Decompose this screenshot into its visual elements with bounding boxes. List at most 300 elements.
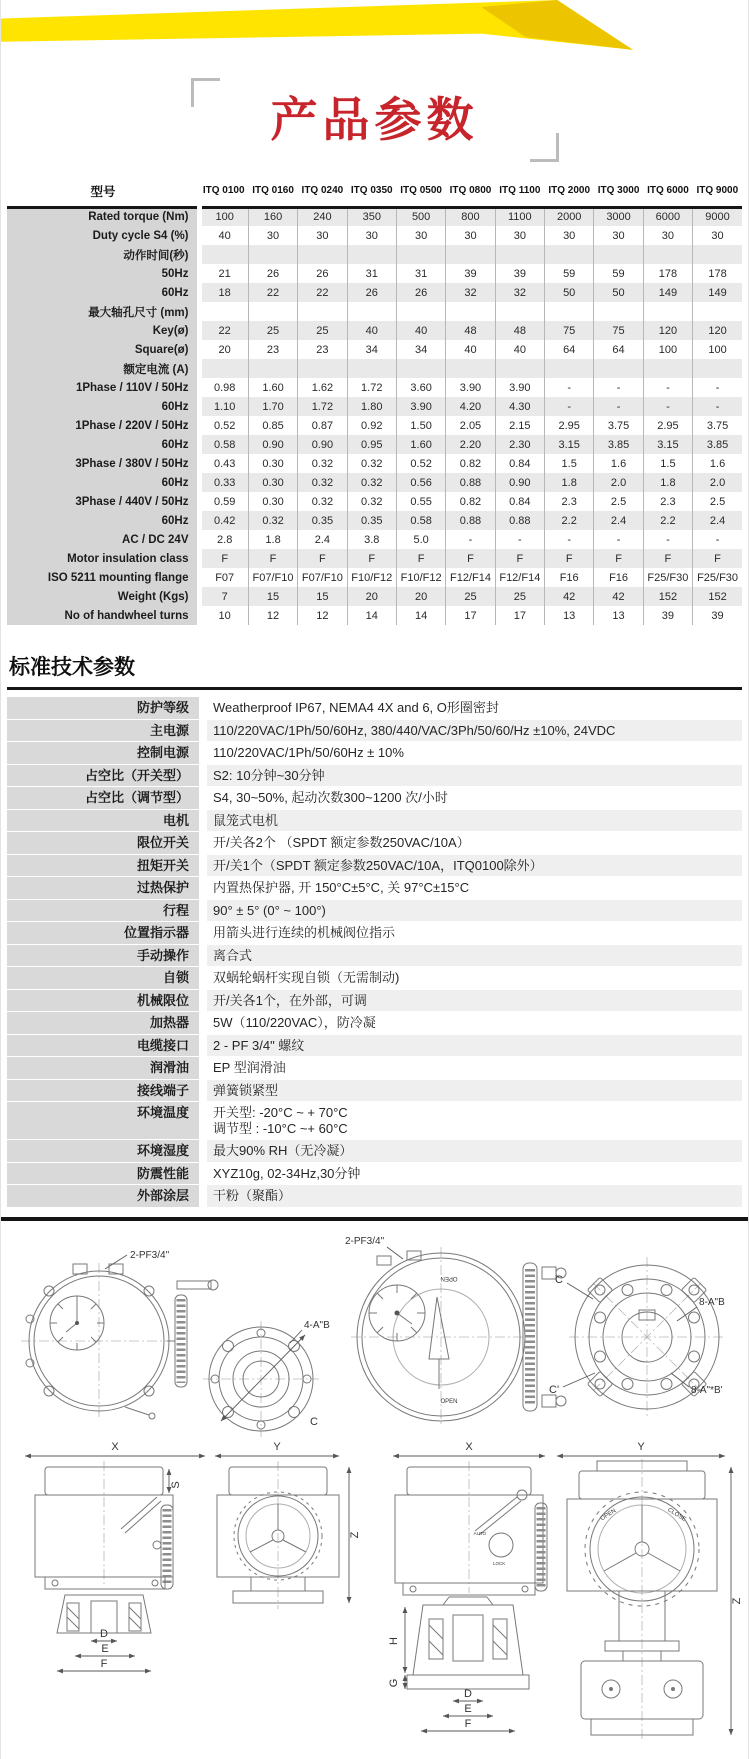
param-label: 机械限位	[7, 990, 199, 1012]
param-label: 环境温度	[7, 1102, 199, 1139]
param-label: 防震性能	[7, 1163, 199, 1185]
spec-cell: 0.58	[199, 435, 248, 454]
spec-cell: 0.52	[213, 419, 236, 432]
open-marking-wheel: OPEN	[599, 1507, 618, 1522]
dim-label-e-small: E	[101, 1642, 109, 1655]
spec-row-label: AC / DC 24V	[7, 530, 199, 549]
spec-cell: 2.0	[594, 473, 643, 492]
spec-row-label: 最大轴孔尺寸 (mm)	[7, 302, 199, 321]
spec-row-label: 50Hz	[7, 264, 199, 283]
spec-cell	[693, 245, 742, 264]
spec-row-label: 额定电流 (A)	[7, 359, 199, 378]
spec-cell: 30	[396, 226, 445, 245]
spec-table-body	[7, 207, 742, 625]
param-value: 弹簧锁紧型	[207, 1080, 742, 1102]
spec-cell: 48	[495, 321, 544, 340]
spec-cell: 1.80	[347, 397, 396, 416]
spec-row-label: Duty cycle S4 (%)	[7, 226, 199, 245]
spec-cell: -	[594, 397, 643, 416]
spec-cell: -	[545, 378, 594, 397]
spec-cell: 0.84	[495, 454, 544, 473]
param-row	[7, 877, 742, 899]
param-value: 110/220VAC/1Ph/50/60Hz ± 10%	[213, 745, 404, 761]
decorative-yellow-ribbon	[1, 0, 633, 58]
spec-cell: 350	[347, 207, 396, 226]
spec-data-row	[7, 568, 742, 587]
spec-cell: 1.5	[643, 454, 692, 473]
spec-cell: 0.85	[248, 416, 297, 435]
spec-cell: 64	[594, 340, 643, 359]
param-value: 开/关1个（SPDT 额定参数250VAC/10A，ITQ0100除外）	[207, 855, 742, 877]
spec-cell	[248, 359, 297, 378]
spec-cell: 2.95	[643, 416, 692, 435]
param-row	[7, 1012, 742, 1034]
spec-cell: 100	[643, 340, 692, 359]
spec-cell: F	[298, 549, 347, 568]
spec-row-label: Weight (Kgs)	[7, 587, 199, 606]
spec-cell: 0.55	[396, 492, 445, 511]
spec-cell: F25/F30	[643, 568, 692, 587]
spec-cell: 0.56	[396, 473, 445, 492]
spec-cell: 50	[594, 283, 643, 302]
spec-cell: 1.60	[396, 435, 445, 454]
flange-8-bolt-label-2: 8-A"*B'	[691, 1384, 723, 1396]
flange-8-bolt-label: 8-A"B	[699, 1296, 725, 1308]
spec-cell: -	[643, 378, 692, 397]
spec-cell: 26	[298, 264, 347, 283]
spec-cell: 20	[218, 343, 231, 356]
param-row	[7, 787, 742, 809]
spec-cell: F	[545, 549, 594, 568]
spec-cell: 25	[446, 587, 495, 606]
spec-cell: 32	[495, 283, 544, 302]
dim-label-x-large: X	[465, 1440, 473, 1453]
param-label: 扭矩开关	[7, 855, 199, 877]
spec-cell: -	[643, 397, 692, 416]
spec-cell: 31	[396, 264, 445, 283]
spec-data-row	[7, 530, 742, 549]
title-corner-bracket-top-left	[191, 78, 220, 107]
dim-label-d-small: D	[100, 1627, 108, 1640]
model-column-header: ITQ 1100	[495, 178, 544, 208]
drawing-front-view-small	[215, 1441, 361, 1609]
param-row	[7, 810, 742, 832]
param-label: 限位开关	[7, 832, 199, 854]
spec-cell: 3.8	[347, 530, 396, 549]
param-row	[7, 1035, 742, 1057]
spec-cell: 39	[495, 264, 544, 283]
spec-cell	[347, 302, 396, 321]
spec-cell: 26	[396, 283, 445, 302]
spec-cell	[594, 245, 643, 264]
spec-cell: 39	[446, 264, 495, 283]
spec-cell	[693, 359, 742, 378]
spec-cell: 500	[396, 207, 445, 226]
spec-cell: F	[248, 549, 297, 568]
param-value: 鼠笼式电机	[207, 810, 742, 832]
spec-cell: 0.98	[213, 381, 236, 394]
spec-cell: 40	[218, 229, 231, 242]
spec-cell: 160	[248, 207, 297, 226]
spec-cell	[495, 245, 544, 264]
spec-cell: 13	[594, 606, 643, 625]
spec-cell: 0.35	[347, 511, 396, 530]
spec-cell: 2.0	[693, 473, 742, 492]
param-value: S2: 10分钟~30分钟	[207, 765, 742, 787]
spec-cell: 40	[396, 321, 445, 340]
spec-cell: 0.32	[298, 454, 347, 473]
spec-cell: -	[594, 530, 643, 549]
dim-label-y-large: Y	[637, 1440, 645, 1453]
spec-cell: 2.05	[446, 416, 495, 435]
dim-label-e-large: E	[464, 1702, 472, 1715]
spec-cell	[643, 302, 692, 321]
spec-cell: F	[446, 549, 495, 568]
spec-cell: 17	[495, 606, 544, 625]
spec-cell: 0.82	[446, 454, 495, 473]
spec-cell: 120	[643, 321, 692, 340]
spec-cell: 75	[545, 321, 594, 340]
spec-cell: 34	[396, 340, 445, 359]
spec-cell: -	[643, 530, 692, 549]
spec-cell: F25/F30	[693, 568, 742, 587]
spec-cell: 1.8	[248, 530, 297, 549]
param-row	[7, 765, 742, 787]
spec-cell: 0.30	[248, 473, 297, 492]
technical-drawing-canvas	[9, 1229, 746, 1759]
spec-cell: 34	[347, 340, 396, 359]
dim-label-h: H	[388, 1636, 400, 1645]
spec-cell: 42	[545, 587, 594, 606]
spec-cell: 12	[298, 606, 347, 625]
spec-cell: 1.72	[347, 378, 396, 397]
spec-cell: 120	[693, 321, 742, 340]
spec-row-label: Rated torque (Nm)	[7, 207, 199, 226]
spec-cell: 0.32	[298, 492, 347, 511]
spec-cell: 800	[446, 207, 495, 226]
param-label: 外部涂层	[7, 1185, 199, 1207]
spec-cell: 100	[199, 207, 248, 226]
spec-cell: 0.35	[298, 511, 347, 530]
spec-cell: 0.52	[396, 454, 445, 473]
spec-cell: 30	[495, 226, 544, 245]
spec-cell: 1.60	[248, 378, 297, 397]
spec-cell: 149	[693, 283, 742, 302]
param-value: 干粉（聚酯）	[207, 1185, 742, 1207]
dim-label-c: C	[310, 1415, 318, 1428]
spec-cell: 25	[298, 321, 347, 340]
spec-cell	[199, 359, 248, 378]
param-value: 90° ± 5° (0° ~ 100°)	[207, 900, 742, 922]
spec-row-label: 60Hz	[7, 283, 199, 302]
conduit-label-large: 2-PF3/4"	[345, 1235, 385, 1247]
param-value: 开/关各2个 （SPDT 额定参数250VAC/10A）	[213, 835, 470, 851]
spec-cell: 23	[298, 340, 347, 359]
spec-cell: 22	[298, 283, 347, 302]
spec-cell: 2.3	[643, 492, 692, 511]
spec-cell: 30	[693, 226, 742, 245]
spec-cell: 39	[693, 606, 742, 625]
spec-cell: 149	[643, 283, 692, 302]
model-column-header: ITQ 2000	[545, 178, 594, 208]
spec-group-row	[7, 302, 742, 321]
spec-cell: F	[396, 549, 445, 568]
spec-cell: F16	[545, 568, 594, 587]
spec-cell	[446, 245, 495, 264]
spec-data-row	[7, 511, 742, 530]
param-row	[7, 1185, 742, 1207]
spec-cell: 0.32	[347, 473, 396, 492]
spec-row-label: 60Hz	[7, 397, 199, 416]
spec-cell: 0.95	[347, 435, 396, 454]
spec-cell: 1.72	[298, 397, 347, 416]
param-row	[7, 1102, 742, 1139]
param-label: 环境湿度	[7, 1140, 199, 1162]
spec-cell: F10/F12	[347, 568, 396, 587]
spec-cell: F	[643, 549, 692, 568]
close-marking-wheel: CLOSE	[666, 1506, 687, 1523]
spec-row-label: 60Hz	[7, 473, 199, 492]
param-label: 电缆接口	[7, 1035, 199, 1057]
spec-cell: 9000	[693, 207, 742, 226]
param-row	[7, 900, 742, 922]
model-column-header: ITQ 0160	[248, 178, 297, 208]
param-label: 占空比（开关型）	[7, 765, 199, 787]
param-label: 行程	[7, 900, 199, 922]
drawing-top-view-small-actuator	[21, 1250, 218, 1419]
param-value: S4, 30~50%, 起动次数300~1200 次/小时	[213, 790, 448, 806]
spec-data-row	[7, 416, 742, 435]
spec-cell	[298, 245, 347, 264]
spec-cell: 0.90	[248, 435, 297, 454]
spec-cell: 42	[594, 587, 643, 606]
spec-cell: 1.6	[693, 454, 742, 473]
spec-cell: 30	[248, 226, 297, 245]
spec-cell: 26	[248, 264, 297, 283]
spec-group-row	[7, 245, 742, 264]
spec-cell	[347, 359, 396, 378]
spec-cell: 59	[594, 264, 643, 283]
title-corner-bracket-bottom-right	[530, 133, 559, 162]
param-value: 双蜗轮蜗杆实现自锁（无需制动)	[213, 970, 400, 986]
spec-cell: 2.4	[693, 511, 742, 530]
spec-cell: 30	[594, 226, 643, 245]
spec-cell: 22	[199, 321, 248, 340]
spec-cell: 3.90	[396, 397, 445, 416]
param-value: 5W（110/220VAC），防冷凝	[213, 1015, 376, 1031]
spec-cell: 3.85	[693, 435, 742, 454]
dim-label-z-small: Z	[349, 1531, 361, 1539]
spec-row-label: 1Phase / 110V / 50Hz	[7, 378, 199, 397]
spec-data-row	[7, 207, 742, 226]
param-row	[7, 1057, 742, 1079]
spec-cell: 40	[495, 340, 544, 359]
spec-cell: -	[594, 378, 643, 397]
param-label: 控制电源	[7, 742, 199, 764]
spec-cell: 0.43	[213, 457, 236, 470]
spec-cell	[396, 359, 445, 378]
spec-cell: 25	[495, 587, 544, 606]
spec-cell: 21	[218, 267, 231, 280]
spec-cell	[248, 302, 297, 321]
spec-cell: 32	[446, 283, 495, 302]
spec-cell	[643, 359, 692, 378]
spec-data-row	[7, 226, 742, 245]
spec-cell: 0.30	[248, 492, 297, 511]
model-column-header: ITQ 0100	[199, 178, 248, 208]
spec-data-row	[7, 492, 742, 511]
spec-cell: 64	[545, 340, 594, 359]
spec-cell: 178	[693, 264, 742, 283]
spec-cell: 2.95	[545, 416, 594, 435]
spec-cell: 1100	[495, 207, 544, 226]
spec-table-head	[7, 178, 742, 208]
dim-label-c-prime: C'	[549, 1383, 560, 1396]
spec-cell: 25	[248, 321, 297, 340]
spec-cell: 30	[347, 226, 396, 245]
spec-cell: 2.30	[495, 435, 544, 454]
standard-params-list	[7, 697, 742, 1207]
spec-cell: 5.0	[396, 530, 445, 549]
param-value: 内置热保护器, 开 150°C±5°C, 关 97°C±15°C	[213, 880, 470, 896]
dim-label-f-large: F	[464, 1717, 472, 1730]
spec-data-row	[7, 321, 742, 340]
spec-cell: 2.4	[594, 511, 643, 530]
spec-cell	[594, 359, 643, 378]
spec-row-label: ISO 5211 mounting flange	[7, 568, 199, 587]
spec-cell: -	[693, 397, 742, 416]
spec-data-row	[7, 454, 742, 473]
spec-cell: 2.5	[693, 492, 742, 511]
param-row	[7, 967, 742, 989]
param-value: 用箭头进行连续的机械阀位指示	[213, 925, 396, 941]
spec-cell: 59	[545, 264, 594, 283]
spec-cell: 7	[199, 587, 248, 606]
spec-cell: 12	[248, 606, 297, 625]
param-row	[7, 697, 742, 719]
drawing-flange-4-bolt	[203, 1320, 330, 1437]
spec-group-row	[7, 359, 742, 378]
spec-cell: 15	[298, 587, 347, 606]
spec-cell: F10/F12	[396, 568, 445, 587]
dim-label-d-large: D	[464, 1687, 472, 1700]
spec-cell: F	[495, 549, 544, 568]
spec-cell: 152	[643, 587, 692, 606]
bottom-divider	[0, 1217, 749, 1221]
model-column-header: ITQ 3000	[594, 178, 643, 208]
param-row	[7, 720, 742, 742]
spec-data-row	[7, 340, 742, 359]
spec-cell: 3.75	[594, 416, 643, 435]
dim-label-x-small: X	[111, 1440, 119, 1453]
spec-cell: 0.32	[248, 511, 297, 530]
spec-cell: -	[495, 530, 544, 549]
drawing-side-view-large	[388, 1441, 547, 1731]
spec-cell: 48	[446, 321, 495, 340]
spec-cell: 17	[446, 606, 495, 625]
param-value: 离合式	[207, 945, 742, 967]
spec-cell: 26	[347, 283, 396, 302]
dim-label-y-small: Y	[273, 1440, 281, 1453]
spec-cell	[545, 302, 594, 321]
model-column-header: ITQ 0350	[347, 178, 396, 208]
drawing-top-view-large-actuator	[345, 1236, 566, 1427]
spec-row-label: 1Phase / 220V / 50Hz	[7, 416, 199, 435]
spec-cell: 14	[396, 606, 445, 625]
spec-cell: 31	[347, 264, 396, 283]
spec-cell: 14	[347, 606, 396, 625]
spec-cell: 50	[545, 283, 594, 302]
spec-cell: 18	[199, 283, 248, 302]
spec-row-label: 动作时间(秒)	[7, 245, 199, 264]
drawing-front-view-large	[557, 1441, 743, 1741]
model-column-header: ITQ 0240	[298, 178, 347, 208]
spec-cell: 3.60	[396, 378, 445, 397]
spec-row-label: No of handwheel turns	[7, 606, 199, 625]
spec-cell: 3.90	[495, 378, 544, 397]
spec-cell: 30	[643, 226, 692, 245]
auto-marking: AUTO	[473, 1530, 486, 1536]
spec-data-row	[7, 587, 742, 606]
spec-cell: 0.84	[495, 492, 544, 511]
spec-row-label: 3Phase / 440V / 50Hz	[7, 492, 199, 511]
spec-cell: 20	[396, 587, 445, 606]
param-value: 110/220VAC/1Ph/50/60Hz, 380/440/VAC/3Ph/50/60/Hz ±10%, 24VDC	[207, 720, 742, 742]
spec-cell	[248, 245, 297, 264]
spec-cell: -	[693, 530, 742, 549]
spec-cell: 39	[643, 606, 692, 625]
spec-cell	[298, 302, 347, 321]
param-value: EP 型润滑油	[213, 1060, 286, 1076]
param-row	[7, 1163, 742, 1185]
spec-cell	[545, 245, 594, 264]
param-row	[7, 742, 742, 764]
spec-cell: 22	[248, 283, 297, 302]
spec-cell	[594, 302, 643, 321]
spec-cell: 40	[347, 321, 396, 340]
spec-cell	[199, 245, 248, 264]
spec-data-row	[7, 606, 742, 625]
spec-cell: 4.30	[495, 397, 544, 416]
spec-cell	[643, 245, 692, 264]
spec-cell	[446, 359, 495, 378]
dim-label-f-small: F	[100, 1657, 108, 1670]
spec-cell: F16	[594, 568, 643, 587]
param-label: 电机	[7, 810, 199, 832]
spec-cell: 178	[643, 264, 692, 283]
spec-cell: 2.2	[643, 511, 692, 530]
spec-cell	[495, 359, 544, 378]
param-value: 最大90% RH（无冷凝）	[207, 1140, 742, 1162]
drawing-flange-8-bolt	[549, 1257, 725, 1417]
handwheel-side-small	[167, 1280, 218, 1387]
model-column-header: ITQ 6000	[643, 178, 692, 208]
spec-cell: 2.15	[495, 416, 544, 435]
spec-data-row	[7, 549, 742, 568]
spec-cell: 30	[545, 226, 594, 245]
spec-cell	[347, 245, 396, 264]
spec-cell: 2.2	[545, 511, 594, 530]
param-label: 手动操作	[7, 945, 199, 967]
section-divider	[7, 687, 742, 690]
spec-cell: F	[347, 549, 396, 568]
spec-row-label: 3Phase / 380V / 50Hz	[7, 454, 199, 473]
spec-cell: 30	[446, 226, 495, 245]
spec-cell: 1.8	[643, 473, 692, 492]
spec-cell: 1.70	[248, 397, 297, 416]
open-marking-top: OPEN	[440, 1274, 458, 1281]
spec-cell: 3.15	[643, 435, 692, 454]
